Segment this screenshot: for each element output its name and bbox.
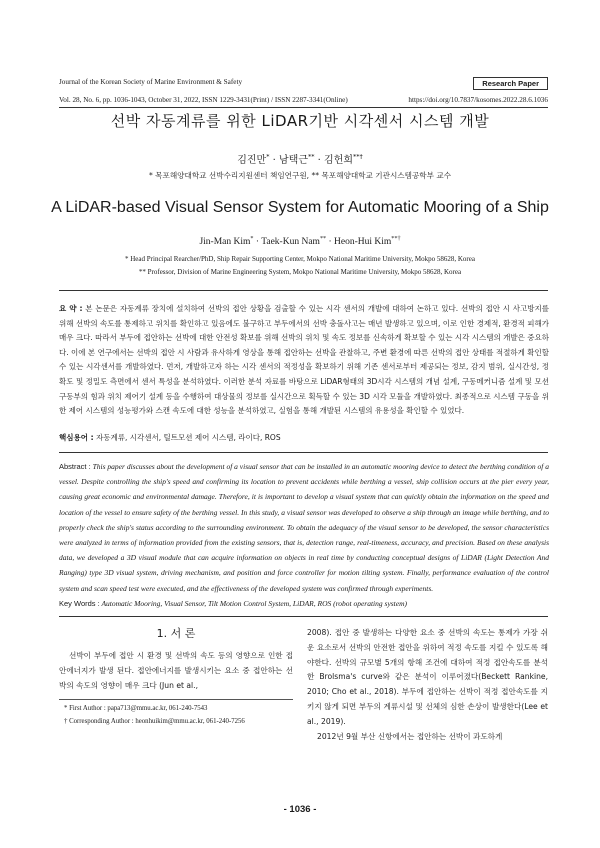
author-name: 김헌희: [324, 155, 354, 166]
footnote-first-author: * First Author : papa713@mmu.ac.kr, 061-240-7543: [64, 705, 208, 712]
author-name: Taek-Kun Nam: [261, 237, 320, 248]
english-affiliation-1: * Head Principal Rearcher/PhD, Ship Repair Supporting Center, Mokpo National Maritime University, Mokpo 58628, Korea: [125, 255, 475, 263]
korean-title: 선박 자동계류를 위한 LiDAR기반 시각센서 시스템 개발: [110, 112, 490, 130]
author-mark: **†: [353, 152, 363, 161]
abstract-bottom-rule: [59, 616, 548, 617]
footnote-rule: [59, 699, 293, 700]
korean-authors: [0, 151, 600, 166]
english-authors: [0, 236, 600, 247]
article-type-badge: Research Paper: [473, 77, 548, 90]
korean-keywords: [59, 432, 281, 443]
page-number: - 1036 -: [283, 804, 317, 815]
volume-info: Vol. 28, No. 6, pp. 1036-1043, October 31, 2022, ISSN 1229-3431(Print) / ISSN 2287-3341(Online): [59, 96, 348, 104]
section-heading: 1. 서 론: [156, 627, 196, 640]
author-name: Jin-Man Kim: [199, 237, 251, 248]
author-mark: *: [266, 152, 270, 161]
korean-keywords-text: 자동계류, 시각센서, 틸트모션 제어 시스템, 라이다, ROS: [95, 433, 281, 442]
author-name: 김진만: [237, 155, 267, 166]
header-rule: [59, 107, 548, 108]
english-keywords-label: Key Words :: [59, 599, 100, 608]
abstract-mid-rule: [59, 452, 548, 453]
author-name: 남택근: [279, 155, 308, 166]
korean-abstract: [59, 302, 549, 419]
author-separator: ·: [314, 155, 325, 166]
english-keywords: [59, 599, 407, 608]
doi-link[interactable]: https://doi.org/10.7837/kosomes.2022.28.6.1036: [408, 96, 548, 104]
english-title: A LiDAR-based Visual Sensor System for Automatic Mooring of a Ship: [51, 199, 549, 216]
author-mark: *: [250, 236, 254, 242]
body-paragraph: 2012년 9월 부산 신항에서는 접안하는 선박이 과도하게: [317, 731, 503, 741]
author-mark: **: [319, 236, 327, 242]
body-paragraph: 2008). 접안 중 발생하는 다양한 요소 중 선박의 속도는 통제가 가장 쉬운 요소로서 선박의 안전한 접안을 위하여 적정 속도를 지킬 수 있도록 해야한다. 선박의 규모별 5개의 항해 조건에 대하여 적정 접안속도를 분석한 Brolsma's curve와 같은 분석이 이루어졌다(Beckett Rankine, 2010; Cho et al., 2018). 부두에 접안하는 선박이 적정 접안속도를 지키지 않게 되면 부두의 계류시설 및 선체의 심한 손상이 발생한다(Lee et al., 2019).: [307, 628, 548, 726]
english-abstract: [59, 459, 549, 596]
abstract-top-rule: [59, 290, 548, 291]
korean-abstract-text: 본 논문은 자동계류 장치에 설치하여 선박의 접안 상황을 검출할 수 있는 시각 센서의 개발에 대하여 논하고 있다. 선박의 접안 시 사고방지를 위해 선박의 속도를 통제하고 위치를 확인하고 있음에도 불구하고 부두에서의 선박 충돌사고는 매년 발생하고 있으며, 이로 인한 경제적, 환경적 피해가 매우 크다. 따라서 부두에 접안하는 선박에 대한 안전성 확보를 위해 선박의 위치 및 속도 정보를 신속하게 확보할 수 있는 시각 시스템의 개발은 중요하다. 이에 본 연구에서는 선박의 접안 시 사람과 유사하게 영상을 통해 접안하는 선박을 관찰하고, 주변 환경에 따른 선박의 접안 상태를 적절하게 확인할 수 있는 시각센서를 개발하였다. 먼저, 개발하고자 하는 시각 센서의 적정성을 확보하기 위해 기존 센서로부터 제공되는 정보, 감지 범위, 실시간성, 정확도 및 정밀도 측면에서 센서 특성을 분석하였다. 이러한 분석 자료를 바탕으로 LiDAR형태의 3D시각 시스템의 개념 설계, 구동메커니즘 설계 및 모션 구동부의 힘과 위치 제어기 설계 등을 수행하여 대상물의 정보를 실시간으로 획득할 수 있는 3D 시각 모듈을 개발하였다. 최종적으로 시스템 구동을 위한 제어 시스템의 성능평가와 스캔 속도에 대한 성능을 분석하였고, 실험을 통해 개발된 시스템의 유용성을 확인할 수 있었다.: [59, 304, 549, 416]
korean-keywords-label: 핵심용어 :: [59, 433, 94, 442]
body-left-column: 선박이 부두에 접안 시 환경 및 선박의 속도 등의 영향으로 인한 접안에너지가 발생 된다. 접안에너지를 발생시키는 요소 중 접안하는 선박의 속도의 영향이 매우 크다 (Jun et al.,: [59, 651, 293, 690]
footnote-corresponding-author: † Corresponding Author : heonhuikim@mmu.ac.kr, 061-240-7256: [64, 718, 245, 725]
author-separator: ·: [269, 155, 279, 166]
korean-abstract-label: 요 약 :: [59, 304, 83, 313]
english-affiliation-2: ** Professor, Division of Marine Engineering System, Mokpo National Maritime University, Mokpo 58628, Korea: [138, 268, 462, 276]
english-abstract-text: This paper discusses about the development of a visual sensor that can be installed in an automatic mooring device to detect the berthing condition of a vessel. Despite controlling the ship's speed and confirming its location to prevent accidents while berthing a vessel, ship collision occurs at the pier every year, causing great economic and environmental damage. Therefore, it is important to develop a visual system that can quickly obtain the information on the speed and location of the vessel to ensure safety of the berthing vessel. In this study, a visual sensor was developed to observe a ship through an image while berthing, and to properly check the ship's status according to the surrounding environment. To obtain the adequacy of the visual sensor to be developed, the sensor characteristics were analyzed in terms of information provided from the existing sensors, that is, detection range, real-timeness, accuracy, and precision. Based on these analysis data, we developed a 3D visual module that can acquire information on objects in real time by conducting conceptual designs of LiDAR (Light Detection And Ranging) type 3D visual system, driving mechanism, and position and force controller for motion tilting system. Finally, performance evaluation of the control system and scan speed test were executed, and the effectiveness of the developed system was confirmed through experiments.: [59, 462, 550, 593]
english-keywords-text: Automatic Mooring, Visual Sensor, Tilt Motion Control System, LiDAR, ROS (robot operating system): [101, 599, 408, 608]
author-separator: ·: [253, 237, 262, 248]
author-mark: **†: [391, 236, 401, 242]
journal-name: Journal of the Korean Society of Marine Environment & Safety: [59, 78, 243, 86]
author-name: Heon-Hui Kim: [334, 237, 392, 248]
author-separator: ·: [326, 237, 335, 248]
body-right-column: [307, 626, 548, 744]
korean-affiliation: * 목포해양대학교 선박수리지원센터 책임연구원, ** 목포해양대학교 기관시스템공학부 교수: [148, 171, 452, 180]
english-abstract-label: Abstract :: [59, 462, 91, 471]
author-mark: **: [307, 152, 315, 161]
